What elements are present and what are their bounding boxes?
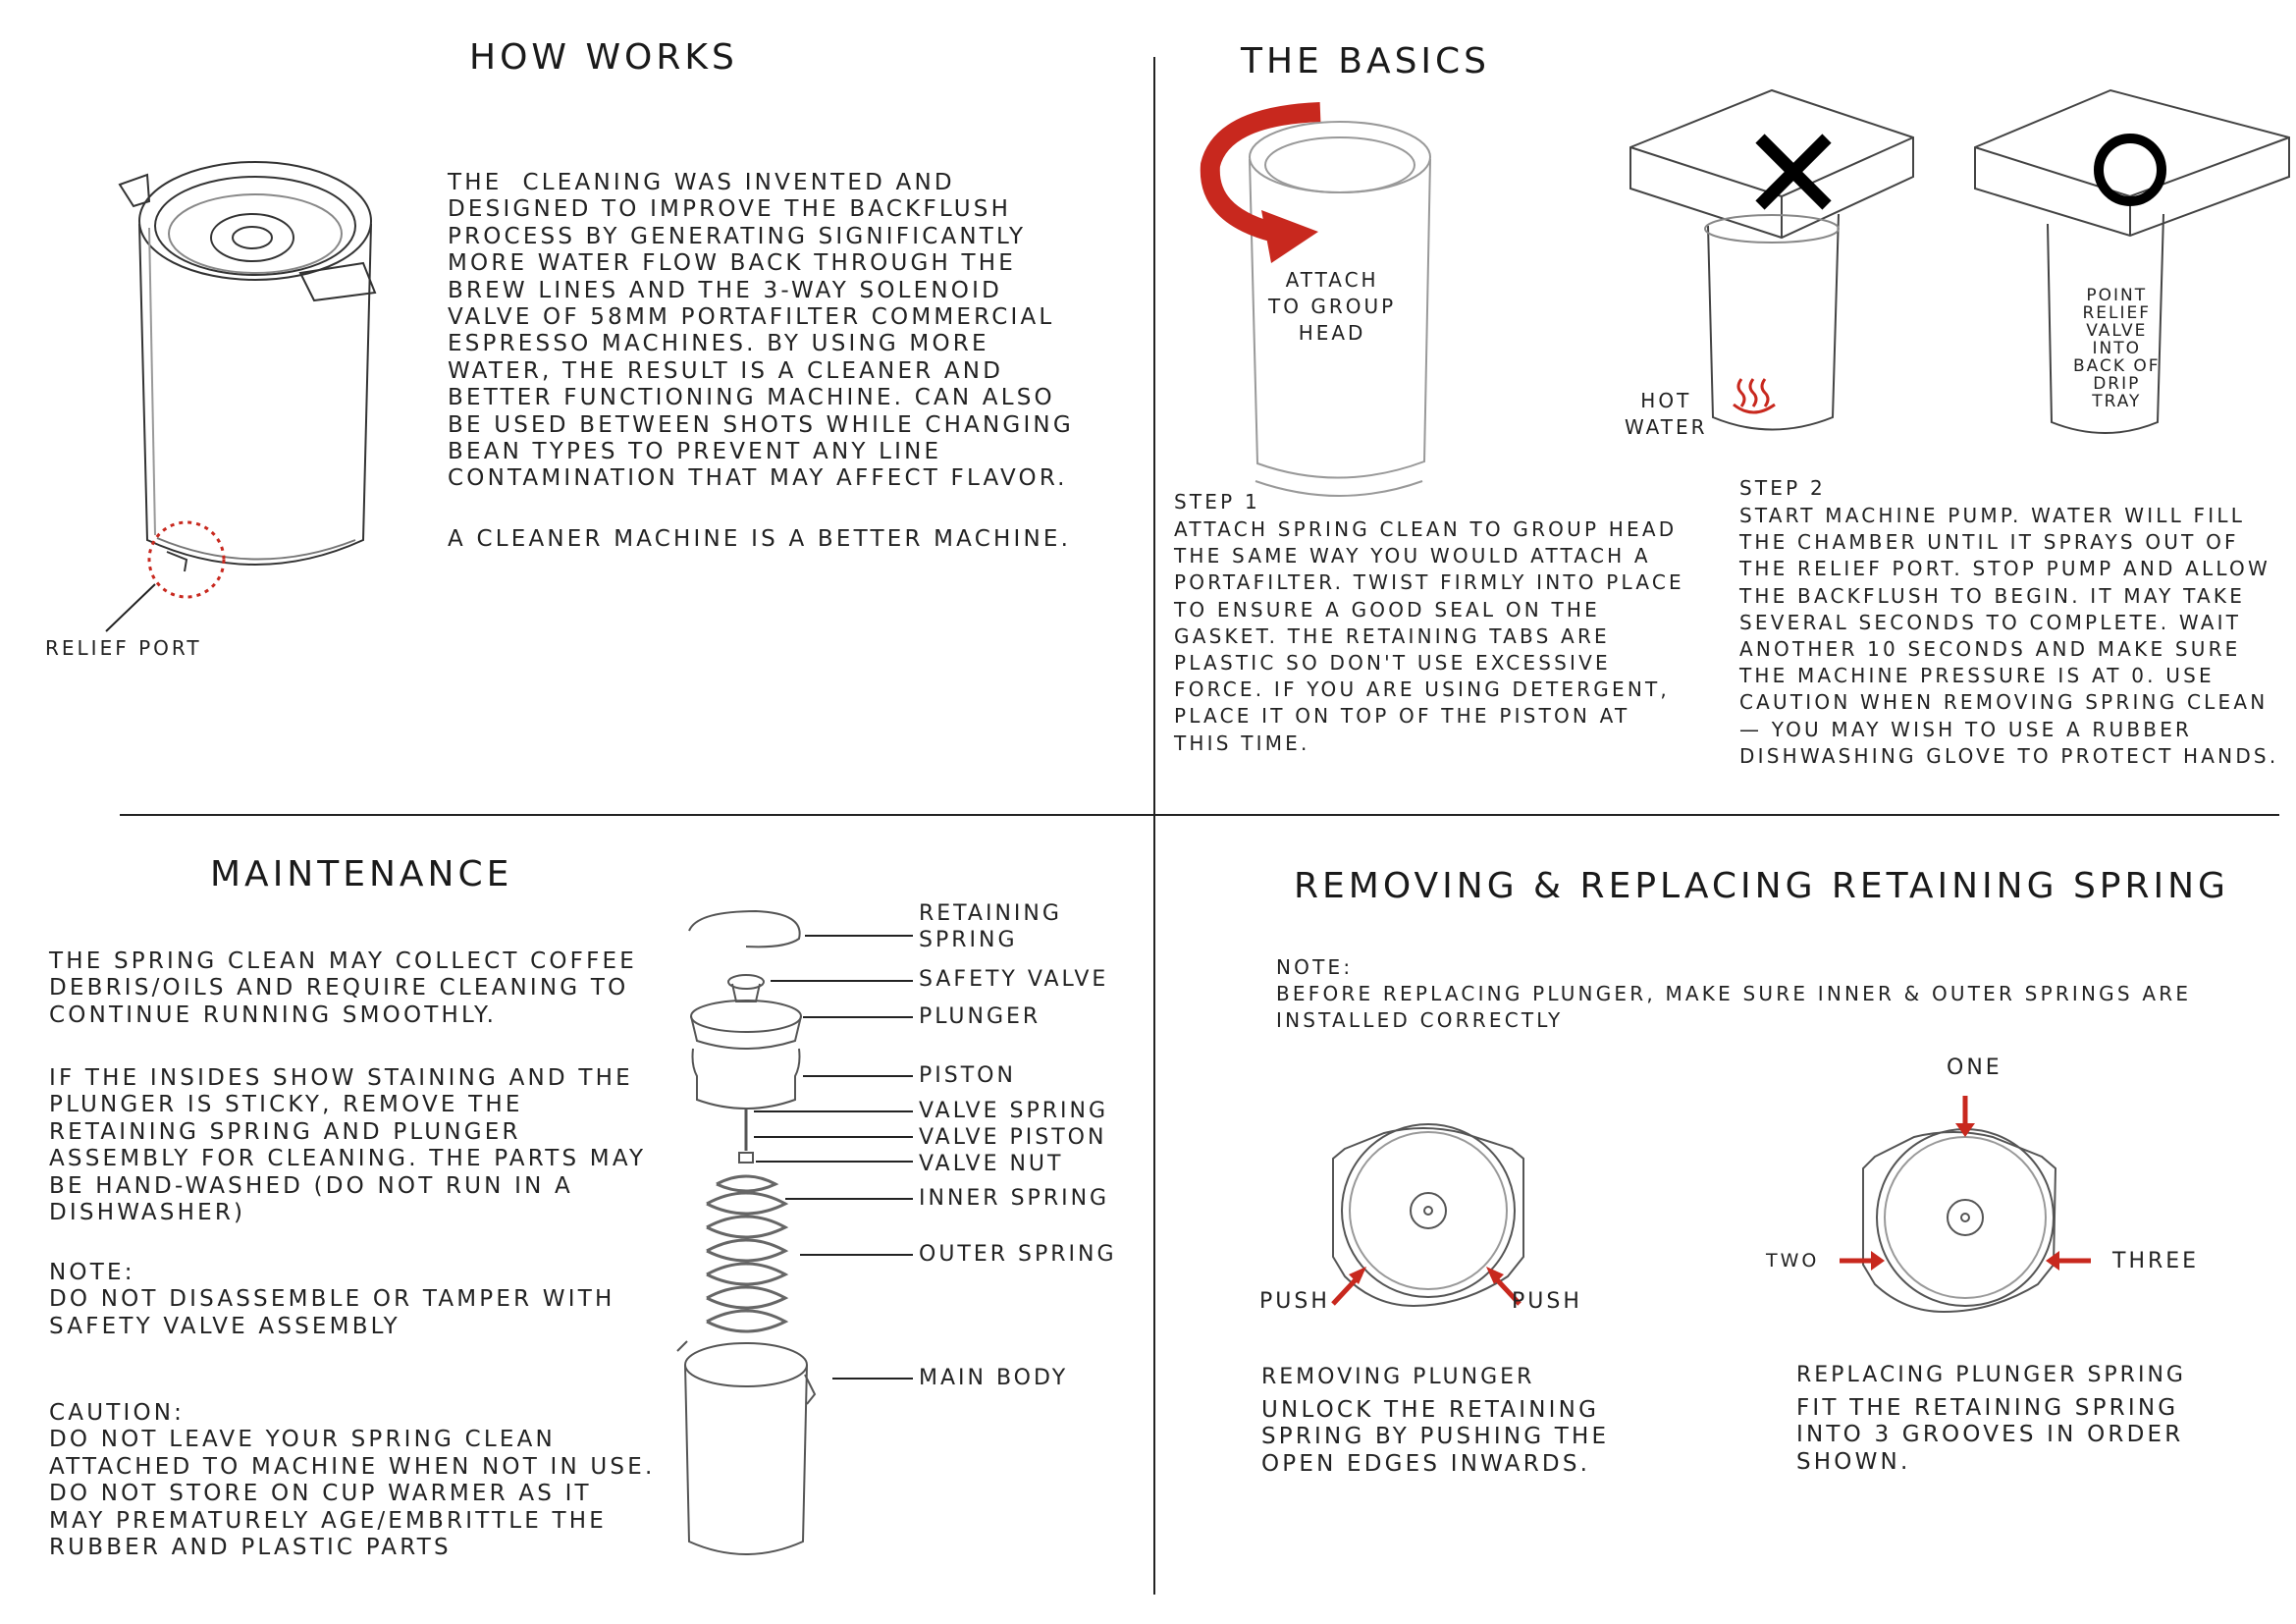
part-valve-piston: VALVE PISTON (919, 1125, 1107, 1150)
exploded-parts-diagram (677, 903, 834, 1571)
leader-valve-nut (756, 1161, 913, 1163)
leader-retaining-spring (805, 935, 913, 937)
maintenance-note: NOTE: DO NOT DISASSEMBLE OR TAMPER WITH SAFETY VALVE ASSEMBLY (49, 1260, 615, 1339)
one-label: ONE (1947, 1056, 2002, 1080)
maintenance-caution: CAUTION: DO NOT LEAVE YOUR SPRING CLEAN ATTACHED TO MACHINE WHEN NOT IN USE. DO NOT STORE ON CUP WARMER AS IT MAY PREMATURELY AGE/EMBRITTLE THE RUBBER AND PLASTIC PARTS (49, 1400, 656, 1561)
part-retaining-spring: RETAINING SPRING (919, 901, 1062, 952)
retaining-spring-part (689, 911, 800, 947)
removing-plunger-body: UNLOCK THE RETAINING SPRING BY PUSHING THE OPEN EDGES INWARDS. (1261, 1397, 1610, 1477)
removing-plunger-title: REMOVING PLUNGER (1261, 1365, 1535, 1389)
part-plunger: PLUNGER (919, 1004, 1041, 1029)
part-piston: PISTON (919, 1063, 1016, 1088)
leader-inner-spring (785, 1198, 913, 1200)
maintenance-title: MAINTENANCE (210, 854, 513, 894)
replacing-spring-diagram (1845, 1098, 2081, 1333)
hot-water-label: HOT WATER (1625, 389, 1708, 439)
replacing-spring-title: REPLACING PLUNGER SPRING (1796, 1363, 2186, 1387)
replacing-spring-body: FIT THE RETAINING SPRING INTO 3 GROOVES IN ORDER SHOWN. (1796, 1395, 2184, 1475)
relief-port-marker (98, 515, 236, 633)
two-label: TWO (1766, 1250, 1820, 1272)
step2-body: START MACHINE PUMP. WATER WILL FILL THE CHAMBER UNTIL IT SPRAYS OUT OF THE RELIEF PORT. STOP PUMP AND ALLOW THE BACKFLUSH TO BEGIN. IT MAY TAKE SEVERAL SECONDS TO COMPLETE. WAIT ANOTHER 10 SECONDS AND MAKE SURE THE MACHINE PRESSURE IS AT 0. USE CAUTION WHEN REMOVING SPRING CLEAN — YOU MAY WISH TO USE A RUBBER DISHWASHING GLOVE TO PROTECT HANDS. (1739, 504, 2279, 768)
part-safety-valve: SAFETY VALVE (919, 967, 1109, 992)
step1-body: ATTACH SPRING CLEAN TO GROUP HEAD THE SAME WAY YOU WOULD ATTACH A PORTAFILTER. TWIST FIRMLY INTO PLACE TO ENSURE A GOOD SEAL ON THE GASKET. THE RETAINING TABS ARE PLASTIC SO DON'T USE EXCESSIVE FORCE. IF YOU ARE USING DETERGENT, PLACE IT ON TOP OF THE PISTON AT THIS TIME. (1174, 517, 1684, 755)
part-inner-spring: INNER SPRING (919, 1186, 1110, 1211)
step1-title: STEP 1 (1174, 490, 1260, 514)
part-outer-spring: OUTER SPRING (919, 1242, 1117, 1267)
leader-piston (803, 1075, 913, 1077)
three-label: THREE (2112, 1249, 2200, 1273)
x-mark-icon (1752, 133, 1835, 211)
twist-arrow-icon (1202, 106, 1340, 273)
o-mark-icon (2091, 131, 2169, 209)
how-it-works-body: THE CLEANING WAS INVENTED AND DESIGNED TO IMPROVE THE BACKFLUSH PROCESS BY GENERATING SIGNIFICANTLY MORE WATER FLOW BACK THROUGH THE BREW LINES AND THE 3-WAY SOLENOID VALVE OF 58MM PORTAFILTER COMMERCIAL ESPRESSO MACHINES. BY USING MORE WATER, THE RESULT IS A CLEANER AND BETTER FUNCTIONING MACHINE. CAN ALSO BE USED BETWEEN SHOTS WHILE CHANGING BEAN TYPES TO PREVENT ANY LINE CONTAMINATION THAT MAY AFFECT FLAVOR. (448, 170, 1074, 492)
push-right-label: PUSH (1512, 1289, 1582, 1314)
leader-outer-spring (800, 1254, 913, 1256)
step2-title: STEP 2 (1739, 476, 1826, 500)
leader-valve-spring (754, 1110, 913, 1112)
part-valve-spring: VALVE SPRING (919, 1099, 1108, 1123)
leader-safety-valve (771, 980, 913, 982)
leader-valve-piston (754, 1136, 913, 1138)
how-it-works-tagline: A CLEANER MACHINE IS A BETTER MACHINE. (448, 526, 1072, 552)
spring-icon (707, 1176, 785, 1331)
point-relief-label: POINT RELIEF VALVE INTO BACK OF DRIP TRAY (2073, 286, 2161, 411)
maintenance-para1: THE SPRING CLEAN MAY COLLECT COFFEE DEBRIS/OILS AND REQUIRE CLEANING TO CONTINUE RUNNING SMOOTHLY. (49, 948, 637, 1028)
attach-label: ATTACH TO GROUP HEAD (1268, 268, 1397, 345)
piston-part (693, 1049, 800, 1109)
relief-port-label: RELIEF PORT (45, 636, 202, 660)
removing-title: REMOVING & REPLACING RETAINING SPRING (1294, 866, 2229, 906)
maintenance-para2: IF THE INSIDES SHOW STAINING AND THE PLUNGER IS STICKY, REMOVE THE RETAINING SPRING AND PLUNGER ASSEMBLY FOR CLEANING. THE PARTS MAY BE HAND-WASHED (DO NOT RUN IN A DISHWASHER) (49, 1065, 647, 1226)
leader-main-body (832, 1378, 913, 1380)
valve-nut-part (739, 1153, 753, 1163)
part-valve-nut: VALVE NUT (919, 1152, 1064, 1176)
plunger-part (691, 1001, 801, 1032)
push-left-label: PUSH (1259, 1289, 1330, 1314)
vertical-divider (1153, 57, 1155, 1595)
removing-note: NOTE: BEFORE REPLACING PLUNGER, MAKE SURE INNER & OUTER SPRINGS ARE INSTALLED CORRECTLY (1276, 955, 2192, 1032)
horizontal-divider (120, 814, 2279, 816)
how-it-works-title: HOW WORKS (469, 37, 738, 78)
leader-plunger (803, 1016, 913, 1018)
part-main-body: MAIN BODY (919, 1366, 1069, 1390)
basics-title: THE BASICS (1241, 41, 1491, 81)
steam-icon (1730, 375, 1779, 420)
main-body-part (685, 1343, 807, 1386)
